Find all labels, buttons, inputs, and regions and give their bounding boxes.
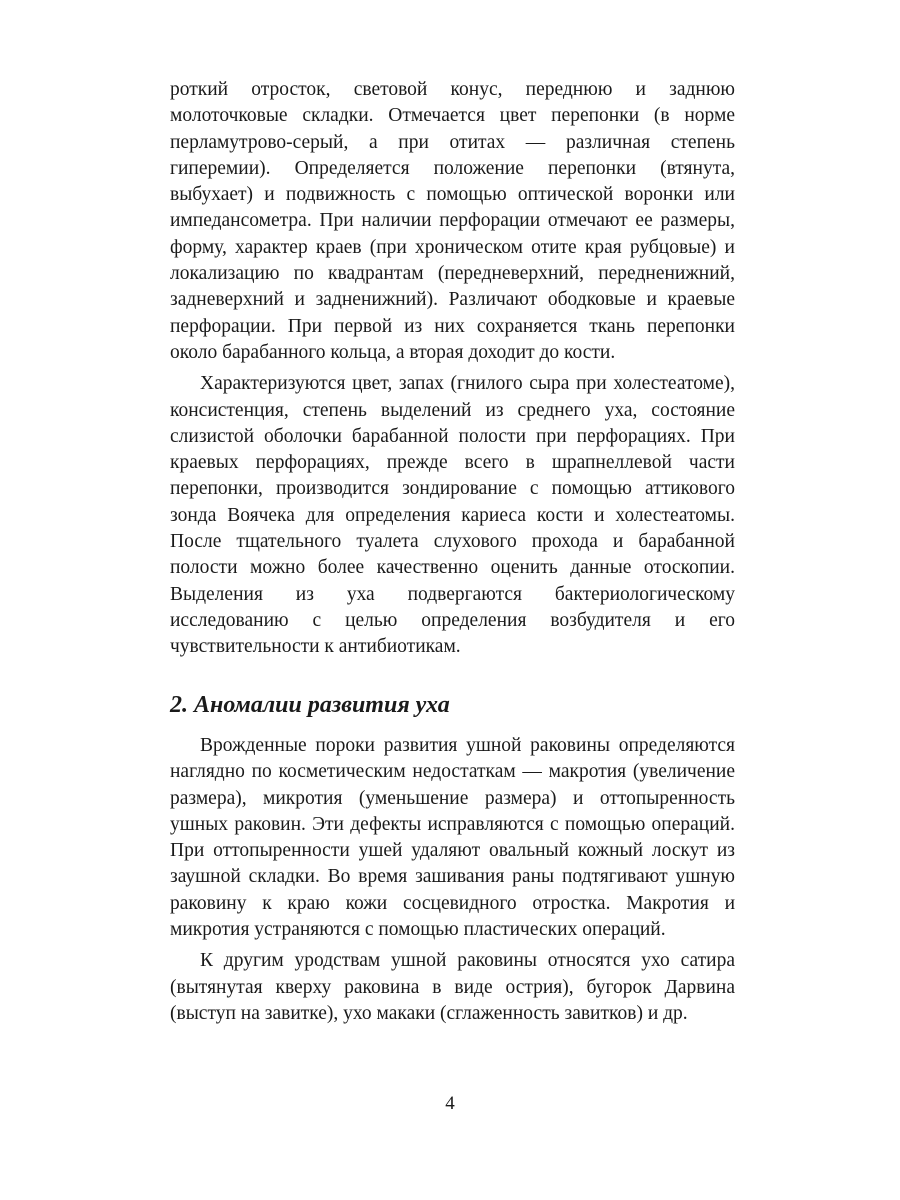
paragraph-other-deformities: К другим уродствам ушной раковины относятся ухо сатира (вытянутая кверху раковина в виде острия), бугорок Дарвина (выступ на завитке), ухо макаки (сглаженность завитков) и др. bbox=[170, 950, 735, 1024]
section-heading: 2. Аномалии развития уха bbox=[170, 692, 450, 718]
page-number: 4 bbox=[445, 1093, 455, 1114]
paragraph-discharge-characteristics: Характеризуются цвет, запах (гнилого сыра при холестеатоме), консистенция, степень выделений из среднего уха, состояние слизистой оболочки барабанной полости при перфорациях. При краевых перфорациях, прежде всего в шрапнеллевой части перепонки, производится зондирование с помощью аттикового зонда Воячека для определения кариеса кости и холестеатомы. После тщательного туалета слухового прохода и барабанной полости можно более качественно оценить данные отоскопии. Выделения из уха подвергаются бактериологическому исследованию с целью определения возбудителя и его чувствительности к антибиотикам. bbox=[170, 373, 735, 658]
section-1-text bbox=[170, 77, 735, 661]
paragraph-otoscopy-findings: роткий отросток, световой конус, переднюю и заднюю молоточковые складки. Отмечается цвет перепонки (в норме перламутрово-серый, а при отитах — различная степень гиперемии). Определяется положение перепонки (втянута, выбухает) и подвижность с помощью оптической воронки или импедансометра. При наличии перфорации отмечают ее размеры, форму, характер краев (при хроническом отите края рубцовые) и локализацию по квадрантам (передневерхний, передненижний, задневерхний и задненижний). Различают ободковые и краевые перфорации. При первой из них сохраняется ткань перепонки около барабанного кольца, а вторая доходит до кости. bbox=[170, 79, 735, 363]
paragraph-congenital-defects: Врожденные пороки развития ушной раковины определяются наглядно по косметическим недостаткам — макротия (увеличение размера), микротия (уменьшение размера) и оттопыренность ушных раковин. Эти дефекты исправляются с помощью операций. При оттопыренности ушей удаляют овальный кожный лоскут из заушной складки. Во время зашивания раны подтягивают ушную раковину к краю кожи сосцевидного отростка. Макротия и микротия устраняются с помощью пластических операций. bbox=[170, 735, 735, 941]
section-2-text bbox=[170, 733, 735, 1027]
